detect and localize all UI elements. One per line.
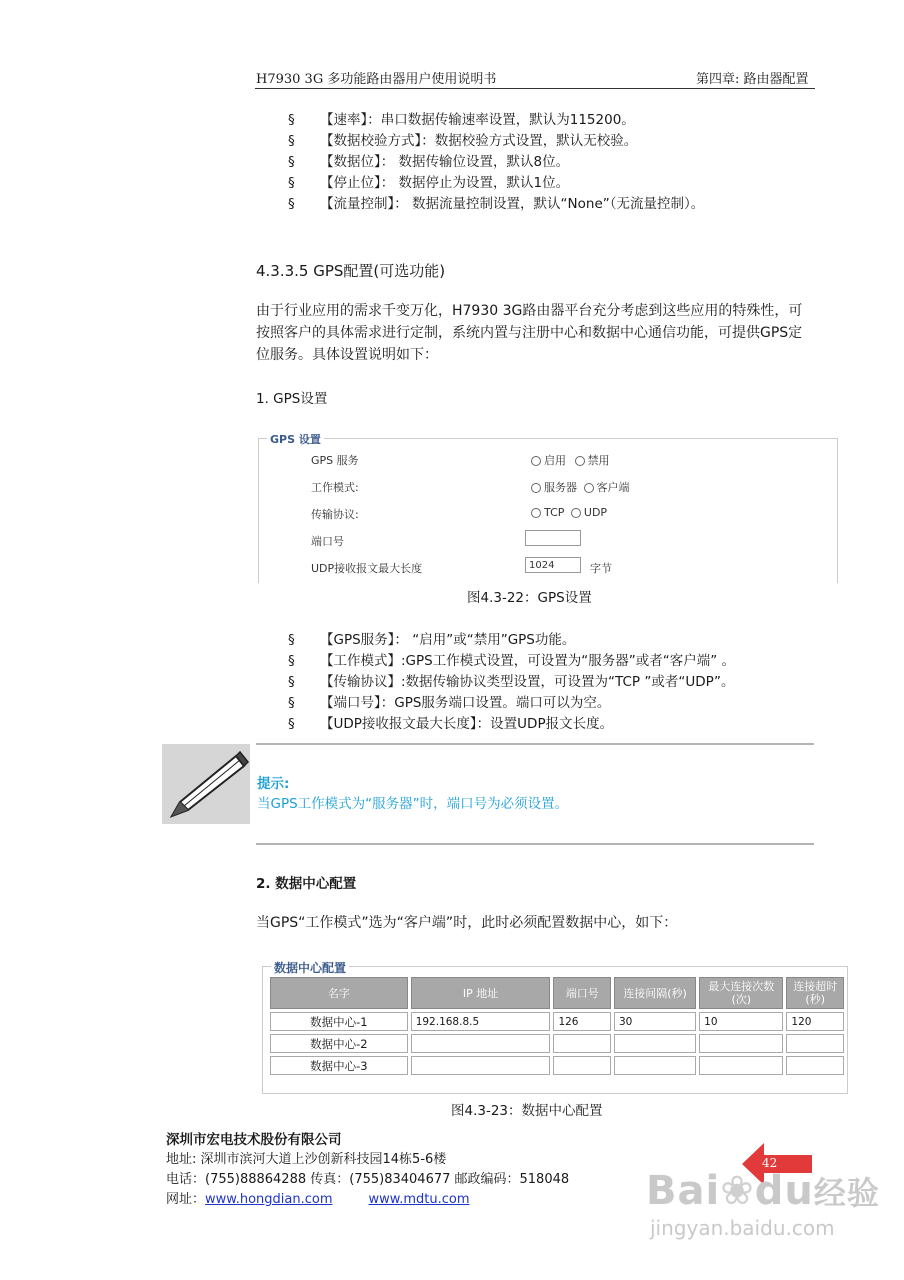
radio-disable[interactable] — [575, 456, 585, 466]
bullet-item: § 【端口号】：GPS服务端口设置。端口可以为空。 — [288, 695, 611, 711]
radio-udp[interactable] — [571, 508, 581, 518]
ip-input[interactable] — [411, 1034, 551, 1053]
table-row: 数据中心-3 — [270, 1056, 844, 1075]
udp-max-length-input[interactable]: 1024 — [525, 557, 581, 573]
timeout-input[interactable] — [786, 1034, 844, 1053]
footer-phone: 电话：(755)88864288 传真：(755)83404677 邮政编码：518048 — [166, 1172, 570, 1187]
timeout-input[interactable] — [786, 1056, 844, 1075]
radio-enable[interactable] — [531, 456, 541, 466]
bullet-item: § 【传输协议】:数据传输协议类型设置，可设置为“TCP ”或者“UDP”。 — [288, 674, 735, 690]
table-row: 数据中心-2 — [270, 1034, 844, 1053]
data-center-table — [267, 974, 847, 1078]
col-name: 名字 — [270, 977, 408, 1009]
max-retries-input[interactable]: 10 — [699, 1012, 783, 1031]
link-hongdian[interactable]: www.hongdian.com — [205, 1192, 333, 1207]
gps-settings-panel: GPS 设置 GPS 服务 启用 禁用 工作模式: 服务器 客户端 传输协议: TCP UDP 端口号 UDP接收报文最大长度 1024 字节 — [258, 438, 838, 583]
radio-client[interactable] — [584, 483, 594, 493]
protocol-label: 传输协议: — [311, 508, 359, 521]
bullet-item: § 【停止位】： 数据停止为设置，默认1位。 — [288, 175, 570, 191]
subsection-gps-settings: 1. GPS设置 — [256, 391, 328, 407]
figure-caption-gps: 图4.3-22：GPS设置 — [467, 590, 592, 606]
port-label: 端口号 — [311, 535, 344, 548]
dc-panel-legend: 数据中心配置 — [271, 959, 349, 976]
header-chapter: 第四章: 路由器配置 — [696, 72, 809, 87]
gps-service-label: GPS 服务 — [311, 454, 359, 467]
footer-company: 深圳市宏电技术股份有限公司 — [166, 1132, 342, 1148]
max-retries-input[interactable] — [699, 1056, 783, 1075]
ip-input[interactable] — [411, 1056, 551, 1075]
bullet-item: § 【GPS服务】： “启用”或“禁用”GPS功能。 — [288, 632, 576, 648]
port-input[interactable]: 126 — [553, 1012, 611, 1031]
footer-address: 地址: 深圳市滨河大道上沙创新科技园14栋5-6楼 — [166, 1152, 447, 1167]
section-title: 4.3.3.5 GPS配置(可选功能) — [256, 262, 446, 280]
header-divider — [255, 88, 815, 89]
tip-text: 当GPS工作模式为“服务器”时，端口号为必须设置。 — [257, 796, 569, 812]
interval-input[interactable] — [614, 1056, 696, 1075]
header-doc-title: H7930 3G 多功能路由器用户使用说明书 — [256, 72, 497, 87]
data-center-paragraph: 当GPS“工作模式”选为“客户端”时，此时必须配置数据中心，如下： — [256, 915, 678, 931]
col-ip: IP 地址 — [411, 977, 551, 1009]
intro-paragraph: 由于行业应用的需求千变万化，H7930 3G路由器平台充分考虑到这些应用的特殊性，可按照客户的具体需求进行定制，系统内置与注册中心和数据中心通信功能，可提供GPS定位服务。具体设置说明如下： — [256, 303, 803, 363]
work-mode-label: 工作模式: — [311, 481, 359, 494]
col-interval: 连接间隔(秒) — [614, 977, 696, 1009]
bullet-item: § 【数据校验方式】：数据校验方式设置，默认无校验。 — [288, 133, 638, 149]
col-max-retries: 最大连接次数(次) — [699, 977, 783, 1009]
footer-web: 网址：www.hongdian.com www.mdtu.com — [166, 1192, 470, 1207]
bullet-item: § 【工作模式】:GPS工作模式设置，可设置为“服务器”或者“客户端” 。 — [288, 653, 735, 669]
interval-input[interactable]: 30 — [614, 1012, 696, 1031]
unit-bytes: 字节 — [590, 562, 612, 575]
subsection-data-center: 2. 数据中心配置 — [256, 876, 357, 892]
interval-input[interactable] — [614, 1034, 696, 1053]
tip-title: 提示: — [257, 776, 290, 792]
col-port: 端口号 — [553, 977, 611, 1009]
tip-top-rule — [256, 743, 814, 745]
port-input[interactable] — [525, 530, 581, 546]
radio-server[interactable] — [531, 483, 541, 493]
watermark-url: jingyan.baidu.com — [650, 1216, 835, 1240]
udp-max-length-label: UDP接收报文最大长度 — [311, 562, 423, 575]
bullet-item: § 【流量控制】： 数据流量控制设置，默认“None”（无流量控制）。 — [288, 196, 705, 212]
radio-tcp[interactable] — [531, 508, 541, 518]
bullet-item: § 【速率】：串口数据传输速率设置，默认为115200。 — [288, 112, 635, 128]
watermark-logo: Bai❀du经验 — [646, 1168, 880, 1214]
page-number: 42 — [762, 1156, 778, 1170]
bullet-item: § 【UDP接收报文最大长度】：设置UDP报文长度。 — [288, 716, 614, 732]
max-retries-input[interactable] — [699, 1034, 783, 1053]
col-timeout: 连接超时(秒) — [786, 977, 844, 1009]
tip-bottom-rule — [256, 843, 814, 845]
figure-caption-dc: 图4.3-23：数据中心配置 — [451, 1103, 603, 1119]
table-row: 数据中心-1 192.168.8.5 126 30 10 120 — [270, 1012, 844, 1031]
ip-input[interactable]: 192.168.8.5 — [411, 1012, 551, 1031]
gps-panel-legend: GPS 设置 — [267, 431, 324, 447]
port-input[interactable] — [553, 1034, 611, 1053]
link-mdtu[interactable]: www.mdtu.com — [368, 1192, 470, 1207]
pencil-icon — [162, 744, 250, 824]
bullet-item: § 【数据位】： 数据传输位设置，默认8位。 — [288, 154, 570, 170]
timeout-input[interactable]: 120 — [786, 1012, 844, 1031]
paw-icon: ❀ — [720, 1168, 755, 1214]
port-input[interactable] — [553, 1056, 611, 1075]
